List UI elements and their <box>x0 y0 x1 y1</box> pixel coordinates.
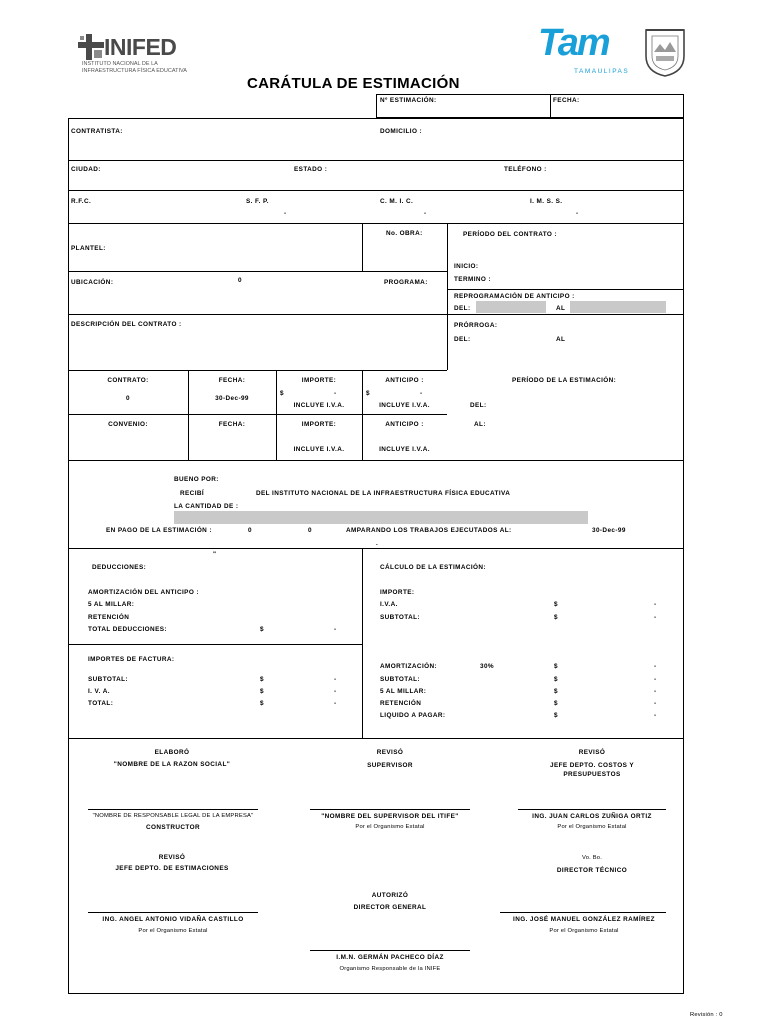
convenio-fecha-label: FECHA: <box>218 421 246 428</box>
pago-value-1: 0 <box>248 527 252 534</box>
rfc-label: R.F.C. <box>71 198 92 205</box>
por-organismo-3: Por el Organismo Estatal <box>138 928 208 934</box>
director-tecnico-label: DIRECTOR TÉCNICO <box>556 867 628 874</box>
main-form-frame <box>68 118 684 994</box>
telefono-label: TELÉFONO : <box>504 166 547 173</box>
factura-iva-value: - <box>334 688 337 695</box>
amortizacion-pct: 30% <box>480 663 494 670</box>
importe-currency: $ <box>280 390 284 397</box>
factura-total-label: TOTAL: <box>88 700 114 707</box>
amparando-fecha: 30-Dec-99 <box>592 527 626 534</box>
recibi-label: RECIBÍ <box>180 490 205 497</box>
tam-logo-subtitle: TAMAULIPAS <box>574 68 630 75</box>
retencion-label: RETENCIÓN <box>88 614 130 621</box>
calculo-subtotal-currency: $ <box>554 614 558 621</box>
pago-estimacion-label: EN PAGO DE LA ESTIMACIÓN : <box>106 527 212 534</box>
total-deducciones-currency: $ <box>260 626 264 633</box>
calculo2-millar-label: 5 AL MILLAR: <box>380 688 427 695</box>
calc2-val-1: - <box>654 663 657 670</box>
incluye-iva-2: INCLUYE I.V.A. <box>379 402 430 409</box>
plantel-label: PLANTEL: <box>71 245 106 252</box>
inifed-subtitle-1: INSTITUTO NACIONAL DE LA <box>82 61 158 67</box>
inifed-logo-text: INIFED <box>104 34 177 60</box>
tam-logo-text: Tam <box>538 22 609 64</box>
convenio-importe-label: IMPORTE: <box>301 421 337 428</box>
num-estimacion-label: Nº ESTIMACIÓN: <box>380 97 437 104</box>
factura-subtotal-value: - <box>334 676 337 683</box>
sfp-label: S. F. P. <box>246 198 269 205</box>
estado-label: ESTADO : <box>294 166 328 173</box>
juan-carlos-label: ING. JUAN CARLOS ZUÑIGA ORTIZ <box>532 813 652 820</box>
factura-title: IMPORTES DE FACTURA: <box>88 656 175 663</box>
por-organismo-4: Por el Organismo Estatal <box>549 928 619 934</box>
german-label: I.M.N. GERMÁN PACHECO DÍAZ <box>336 954 444 961</box>
convenio-anticipo-label: ANTICIPO : <box>385 421 424 428</box>
no-obra-label: No. OBRA: <box>386 230 423 237</box>
incluye-iva-1: INCLUYE I.V.A. <box>293 402 345 409</box>
responsable-legal-label: "NOMBRE DE RESPONSABLE LEGAL DE LA EMPRESA" <box>92 813 254 819</box>
imss-value: - <box>576 210 579 217</box>
importe-value: - <box>334 390 337 397</box>
inifed-logo <box>78 32 198 80</box>
calc2-val-2: - <box>654 676 657 683</box>
calculo2-retencion-label: RETENCIÓN <box>380 700 422 707</box>
factura-subtotal-currency: $ <box>260 676 264 683</box>
anticipo-currency: $ <box>366 390 370 397</box>
imss-label: I. M. S. S. <box>530 198 563 205</box>
calculo2-subtotal-label: SUBTOTAL: <box>380 676 420 683</box>
amparando-label: AMPARANDO LOS TRABAJOS EJECUTADOS AL: <box>346 527 512 534</box>
cantidad-field[interactable] <box>174 511 588 524</box>
director-general-label: DIRECTOR GENERAL <box>353 904 427 911</box>
fecha-label: FECHA: <box>553 97 580 104</box>
factura-iva-currency: $ <box>260 688 264 695</box>
contrato-fecha-value: 30-Dec-99 <box>215 395 249 402</box>
estimacion-al-label: AL: <box>474 421 486 428</box>
calc2-cur-1: $ <box>554 663 558 670</box>
contratista-label: CONTRATISTA: <box>71 128 123 135</box>
prorroga-al-label: AL <box>556 336 566 343</box>
convenio-label: CONVENIO: <box>108 421 148 428</box>
vobo-label: Vo. Bo. <box>581 855 603 861</box>
calc2-val-5: - <box>654 712 657 719</box>
calculo-importe-label: IMPORTE: <box>380 589 415 596</box>
constructor-label: CONSTRUCTOR <box>146 824 200 831</box>
reprog-al-field[interactable] <box>570 301 666 313</box>
organismo-responsable-label: Organismo Responsable de la INIFE <box>339 966 441 972</box>
amortizacion-label: AMORTIZACIÓN: <box>380 663 438 670</box>
calculo-title: CÁLCULO DE LA ESTIMACIÓN: <box>380 564 486 571</box>
cantidad-label: LA CANTIDAD DE : <box>174 503 239 510</box>
factura-total-currency: $ <box>260 700 264 707</box>
periodo-contrato-label: PERÍODO DEL CONTRATO : <box>463 231 558 238</box>
reprog-del-field[interactable] <box>476 301 546 313</box>
supervisor-label: SUPERVISOR <box>367 762 413 769</box>
factura-subtotal-label: SUBTOTAL: <box>88 676 128 683</box>
pago-value-2: 0 <box>308 527 312 534</box>
descripcion-label: DESCRIPCIÓN DEL CONTRATO : <box>71 321 182 328</box>
inicio-label: INICIO: <box>454 263 479 270</box>
prorroga-label: PRÓRROGA: <box>454 322 498 329</box>
por-organismo-2: Por el Organismo Estatal <box>557 824 627 830</box>
reviso-estimaciones-label: REVISÓ <box>158 854 186 861</box>
bueno-por-label: BUENO POR: <box>174 476 219 483</box>
ubicacion-value: 0 <box>238 277 242 284</box>
calc2-cur-2: $ <box>554 676 558 683</box>
domicilio-label: DOMICILIO : <box>380 128 423 135</box>
ciudad-label: CIUDAD: <box>71 166 101 173</box>
page-title: CARÁTULA DE ESTIMACIÓN <box>247 75 460 92</box>
por-organismo-1: Por el Organismo Estatal <box>355 824 425 830</box>
inifed-subtitle-2: INFRAESTRUCTURA FÍSICA EDUCATIVA <box>82 68 187 74</box>
nombre-supervisor-label: "NOMBRE DEL SUPERVISOR DEL ITIFE" <box>321 813 459 820</box>
calculo-iva-label: I.V.A. <box>380 601 398 608</box>
calc2-val-3: - <box>654 688 657 695</box>
calc2-cur-3: $ <box>554 688 558 695</box>
calculo-subtotal-label: SUBTOTAL: <box>380 614 420 621</box>
instituto-text: DEL INSTITUTO NACIONAL DE LA INFRAESTRUCTURA FÍSICA EDUCATIVA <box>256 490 511 497</box>
angel-label: ING. ANGEL ANTONIO VIDAÑA CASTILLO <box>102 916 244 923</box>
programa-label: PROGRAMA: <box>384 279 428 286</box>
elaboro-label: ELABORÓ <box>154 749 190 756</box>
inifed-emblem-icon <box>78 34 104 60</box>
calculo-iva-currency: $ <box>554 601 558 608</box>
reviso-costos-label: REVISÓ <box>578 749 606 756</box>
jefe-costos-label-1: JEFE DEPTO. COSTOS Y <box>549 762 634 769</box>
periodo-estimacion-label: PERÍODO DE LA ESTIMACIÓN: <box>512 377 617 384</box>
autorizo-label: AUTORIZÓ <box>371 892 409 899</box>
reprogramacion-label: REPROGRAMACIÓN DE ANTICIPO : <box>454 293 575 300</box>
factura-iva-label: I. V. A. <box>88 688 110 695</box>
dot-mark: . <box>376 540 379 547</box>
razon-social-label: "NOMBRE DE LA RAZON SOCIAL" <box>113 761 231 768</box>
liquido-pagar-label: LIQUIDO A PAGAR: <box>380 712 446 719</box>
amortizacion-anticipo-label: AMORTIZACIÓN DEL ANTICIPO : <box>88 589 199 596</box>
state-seal-icon <box>640 26 690 78</box>
total-deducciones-label: TOTAL DEDUCCIONES: <box>88 626 167 633</box>
jefe-estimaciones-label: JEFE DEPTO. DE ESTIMACIONES <box>115 865 229 872</box>
anticipo-value: - <box>420 390 423 397</box>
al-millar-label: 5 AL MILLAR: <box>88 601 135 608</box>
calculo-subtotal-value: - <box>654 614 657 621</box>
contrato-fecha-label: FECHA: <box>218 377 246 384</box>
prorroga-del-label: DEL: <box>454 336 471 343</box>
termino-label: TERMINO : <box>454 276 491 283</box>
reviso-supervisor-label: REVISÓ <box>376 749 404 756</box>
total-deducciones-value: - <box>334 626 337 633</box>
tamaulipas-logo <box>536 24 636 76</box>
estimacion-del-label: DEL: <box>470 402 487 409</box>
factura-total-value: - <box>334 700 337 707</box>
contrato-value: 0 <box>126 395 130 402</box>
jefe-costos-label-2: PRESUPUESTOS <box>563 771 621 778</box>
cmic-value: - <box>424 210 427 217</box>
ubicacion-label: UBICACIÓN: <box>71 279 114 286</box>
jose-label: ING. JOSÉ MANUEL GONZÁLEZ RAMÍREZ <box>513 916 655 923</box>
sfp-value: - <box>284 210 287 217</box>
calc2-val-4: - <box>654 700 657 707</box>
calculo-iva-value: - <box>654 601 657 608</box>
calc2-cur-4: $ <box>554 700 558 707</box>
contrato-anticipo-label: ANTICIPO : <box>385 377 424 384</box>
reprog-del-label: DEL: <box>454 305 471 312</box>
quote-mark: " <box>213 551 217 558</box>
contrato-label: CONTRATO: <box>107 377 149 384</box>
cmic-label: C. M. I. C. <box>380 198 414 205</box>
deducciones-title: DEDUCCIONES: <box>92 564 147 571</box>
incluye-iva-3: INCLUYE I.V.A. <box>293 446 345 453</box>
contrato-importe-label: IMPORTE: <box>301 377 337 384</box>
incluye-iva-4: INCLUYE I.V.A. <box>379 446 430 453</box>
reprog-al-label: AL <box>556 305 566 312</box>
calc2-cur-5: $ <box>554 712 558 719</box>
revision-label: Revisión : 0 <box>690 1012 723 1018</box>
